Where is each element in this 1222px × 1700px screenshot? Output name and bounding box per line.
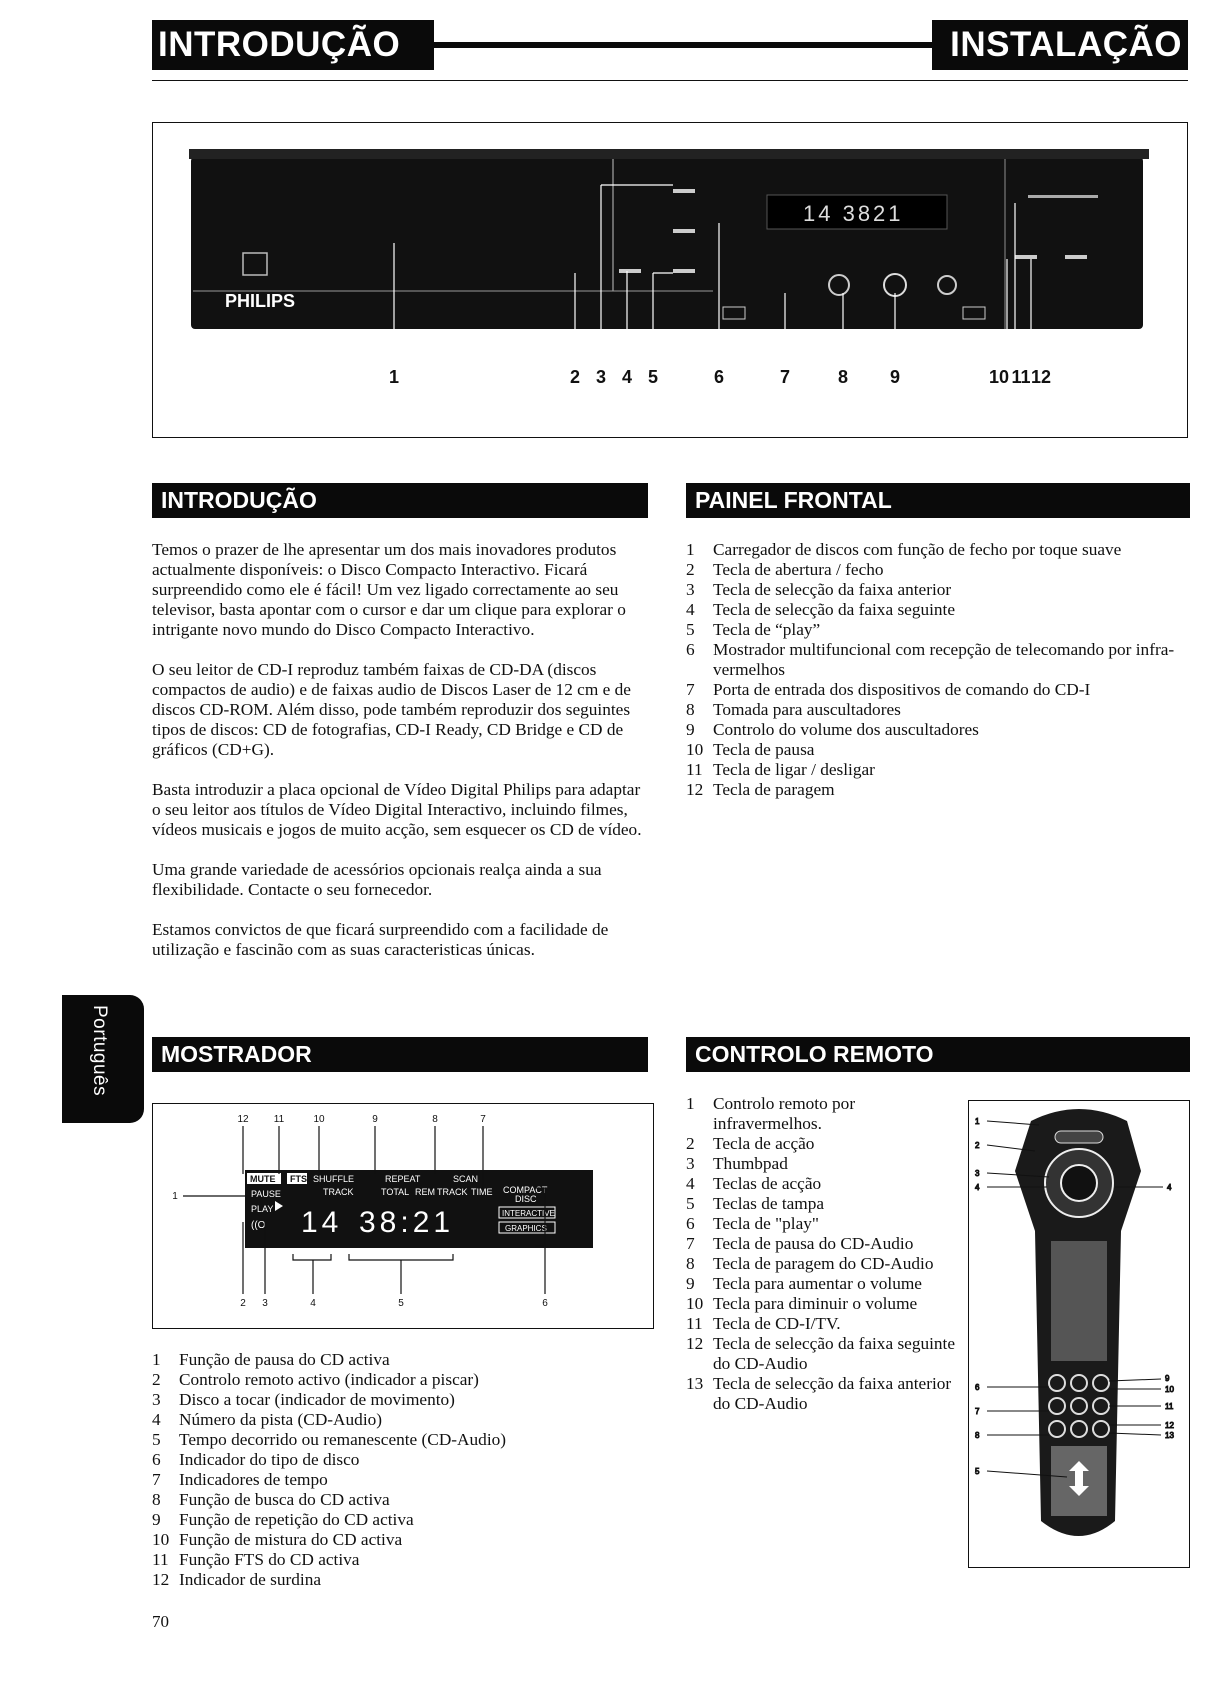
open-button-shape [619,269,641,273]
header-left-block [152,20,434,70]
svg-text:8: 8 [975,1431,980,1440]
list-item: 5 Teclas de tampa [686,1194,825,1213]
list-item: 7 Porta de entrada dos dispositivos de comando do CD-I [686,680,1091,699]
display-callout-6: 6 [542,1298,548,1309]
remote-heading: CONTROLO REMOTO [686,1037,1190,1072]
list-item: 4 Número da pista (CD-Audio) [152,1410,383,1429]
next-button-shape [673,269,695,273]
display-panel-illustration [153,1104,652,1327]
list-item: 2 Tecla de acção [686,1134,815,1153]
interactive-label: INTERACTIVE [502,1209,555,1218]
time-label: TIME [471,1187,493,1197]
display-callout-3: 3 [262,1298,268,1309]
fts-label: FTS [290,1174,307,1184]
shuffle-track-label: TRACK [323,1187,354,1197]
time-digits: 38:21 [359,1206,455,1239]
display-callout-2: 2 [240,1298,246,1309]
play-button-shape [673,229,695,233]
display-callout-11: 11 [273,1114,285,1125]
play-label: PLAY [251,1204,274,1214]
svg-text:6: 6 [975,1383,980,1392]
callout-3: 3 [595,367,607,387]
svg-text:5: 5 [975,1467,980,1476]
header-rule [152,80,1188,81]
list-item: 6 Indicador do tipo de disco [152,1450,360,1469]
header-right-title: INSTALAÇÃO [950,25,1182,64]
front-panel-heading: PAINEL FRONTAL [686,483,1190,518]
display-heading: MOSTRADOR [152,1037,648,1072]
list-item: 12 Tecla de selecção da faixa seguinte do CD-Audio [686,1334,956,1373]
callout-2: 2 [569,367,581,387]
scan-label: SCAN [453,1174,479,1184]
intro-heading: INTRODUÇÃO [152,483,648,518]
remote-list [686,1094,960,1414]
svg-text:1: 1 [975,1117,980,1126]
header-left-title: INTRODUÇÃO [158,25,401,64]
display-callout-4: 4 [310,1298,316,1309]
display-callout-8: 8 [432,1114,438,1125]
svg-text:10: 10 [1165,1385,1174,1394]
remote-control-illustration [969,1101,1188,1566]
callout-10: 10 [988,367,1010,387]
callout-1: 1 [388,367,400,387]
list-item: 9 Tecla para aumentar o volume [686,1274,922,1293]
intro-paragraph-5: Estamos convictos de que ficará surpreendido com a facilidade de utilização e fascinão com as suas caracteristicas únicas. [152,920,609,959]
list-item: 1 Carregador de discos com função de fecho por toque suave [686,540,1122,559]
list-item: 8 Tomada para auscultadores [686,700,901,719]
front-panel-list [686,540,1190,800]
remote-indicator-icon: ((O [251,1220,266,1231]
display-list [152,1350,648,1590]
display-callout-12: 12 [237,1114,249,1125]
callout-11: 11 [1011,367,1031,387]
list-item: 7 Tecla de pausa do CD-Audio [686,1234,914,1253]
svg-text:3: 3 [975,1169,980,1178]
header-right-block [932,20,1188,70]
display-callout-10: 10 [313,1114,325,1125]
callout-8: 8 [837,367,849,387]
list-item: 9 Controlo do volume dos auscultadores [686,720,979,739]
list-item: 10 Tecla de pausa [686,740,815,759]
display-callout-5: 5 [398,1298,404,1309]
previous-button-shape [673,189,695,193]
language-tab-label: Português [89,1005,110,1097]
list-item: 12 Indicador de surdina [152,1570,322,1589]
list-item: 1 Função de pausa do CD activa [152,1350,390,1369]
callout-7: 7 [779,367,791,387]
svg-text:7: 7 [975,1407,980,1416]
list-item: 2 Controlo remoto activo (indicador a piscar) [152,1370,479,1389]
intro-paragraph-3: Basta introduzir a placa opcional de Vídeo Digital Philips para adaptar o seu leitor aos títulos de Vídeo Digital Interactivo, incluindo filmes, vídeos musicais e jogos de muito acção, sem esquecer os CD de vídeo. [152,780,642,839]
page-header-bar [152,20,1188,70]
svg-text:13: 13 [1165,1431,1174,1440]
list-item: 4 Teclas de acção [686,1174,822,1193]
intro-section [152,483,648,980]
shuffle-label: SHUFFLE [313,1174,355,1184]
repeat-label: REPEAT [385,1174,421,1184]
intro-paragraph-4: Uma grande variedade de acessórios opcionais realça ainda a sua flexibilidade. Contacte o seu fornecedor. [152,860,602,899]
svg-text:2: 2 [975,1141,980,1150]
remote-section [686,1037,1190,1072]
list-item: 3 Tecla de selecção da faixa anterior [686,580,952,599]
display-section [152,1037,648,1072]
list-item: 11 Tecla de CD-I/TV. [686,1314,841,1333]
svg-text:4: 4 [975,1183,980,1192]
list-item: 10 Função de mistura do CD activa [152,1530,403,1549]
panel-display-digits: 14 3821 [803,201,904,226]
list-item: 4 Tecla de selecção da faixa seguinte [686,600,956,619]
list-item: 11 Tecla de ligar / desligar [686,760,875,779]
compact-label: COMPACT [503,1185,548,1195]
cdi-player-illustration [153,123,1186,436]
rem-label: REM [415,1187,435,1197]
graphics-label: GRAPHICS [505,1224,547,1233]
svg-text:11: 11 [1165,1402,1174,1411]
list-item: 6 Mostrador multifuncional com recepção de telecomando por infra-vermelhos [686,640,1175,679]
display-figure [152,1103,654,1329]
list-item: 8 Função de busca do CD activa [152,1490,390,1509]
front-panel-figure [152,122,1188,438]
callout-6: 6 [713,367,725,387]
list-item: 5 Tempo decorrido ou remanescente (CD-Audio) [152,1430,507,1449]
svg-text:12: 12 [1165,1421,1174,1430]
total-label: TOTAL [381,1187,410,1197]
callout-5: 5 [647,367,659,387]
front-panel-section [686,483,1190,800]
list-item: 7 Indicadores de tempo [152,1470,328,1489]
list-item: 11 Função FTS do CD activa [152,1550,360,1569]
intro-paragraph-1: Temos o prazer de lhe apresentar um dos mais inovadores produtos actualmente disponíveis: o Disco Compacto Interactivo. Ficará surpreendido como ele é fácil! Um vez ligado correctamente ao seu televisor, basta apontar com o cursor e dar um clique para explorar o intrigante novo mundo do Disco Compacto Interactivo. [152,540,626,639]
display-callout-1: 1 [172,1191,178,1202]
language-tab [62,995,144,1123]
track-label: TRACK [437,1187,468,1197]
callout-4: 4 [621,367,633,387]
page-number: 70 [152,1612,169,1631]
callout-12: 12 [1030,367,1052,387]
list-item: 6 Tecla de "play" [686,1214,819,1233]
remote-figure [968,1100,1190,1568]
list-item: 5 Tecla de “play” [686,620,821,639]
svg-text:4: 4 [1167,1183,1172,1192]
display-callout-9: 9 [372,1114,378,1125]
list-item: 13 Tecla de selecção da faixa anterior do CD-Audio [686,1374,952,1413]
pause-label: PAUSE [251,1189,281,1199]
track-digits: 14 [301,1206,343,1239]
intro-paragraph-2: O seu leitor de CD-I reproduz também faixas de CD-DA (discos compactos de audio) e de faixas audio de Discos Laser de 12 cm e de discos CD-ROM. Além disso, pode também reproduzir dos seguintes tipos de discos: CD de fotografias, CD-I Ready, CD Bridge e CD de gráficos (CD+G). [152,660,631,759]
list-item: 2 Tecla de abertura / fecho [686,560,884,579]
disc-label: DISC [515,1194,537,1204]
list-item: 3 Disco a tocar (indicador de movimento) [152,1390,455,1409]
list-item: 8 Tecla de paragem do CD-Audio [686,1254,934,1273]
callout-9: 9 [889,367,901,387]
mute-label: MUTE [250,1174,276,1184]
brand-label: PHILIPS [225,291,296,311]
list-item: 1 Controlo remoto por infravermelhos. [686,1094,856,1133]
list-item: 10 Tecla para diminuir o volume [686,1294,918,1313]
display-callout-7: 7 [480,1114,486,1125]
list-item: 9 Função de repetição do CD activa [152,1510,414,1529]
svg-text:9: 9 [1165,1374,1170,1383]
list-item: 12 Tecla de paragem [686,780,835,799]
list-item: 3 Thumbpad [686,1154,788,1173]
